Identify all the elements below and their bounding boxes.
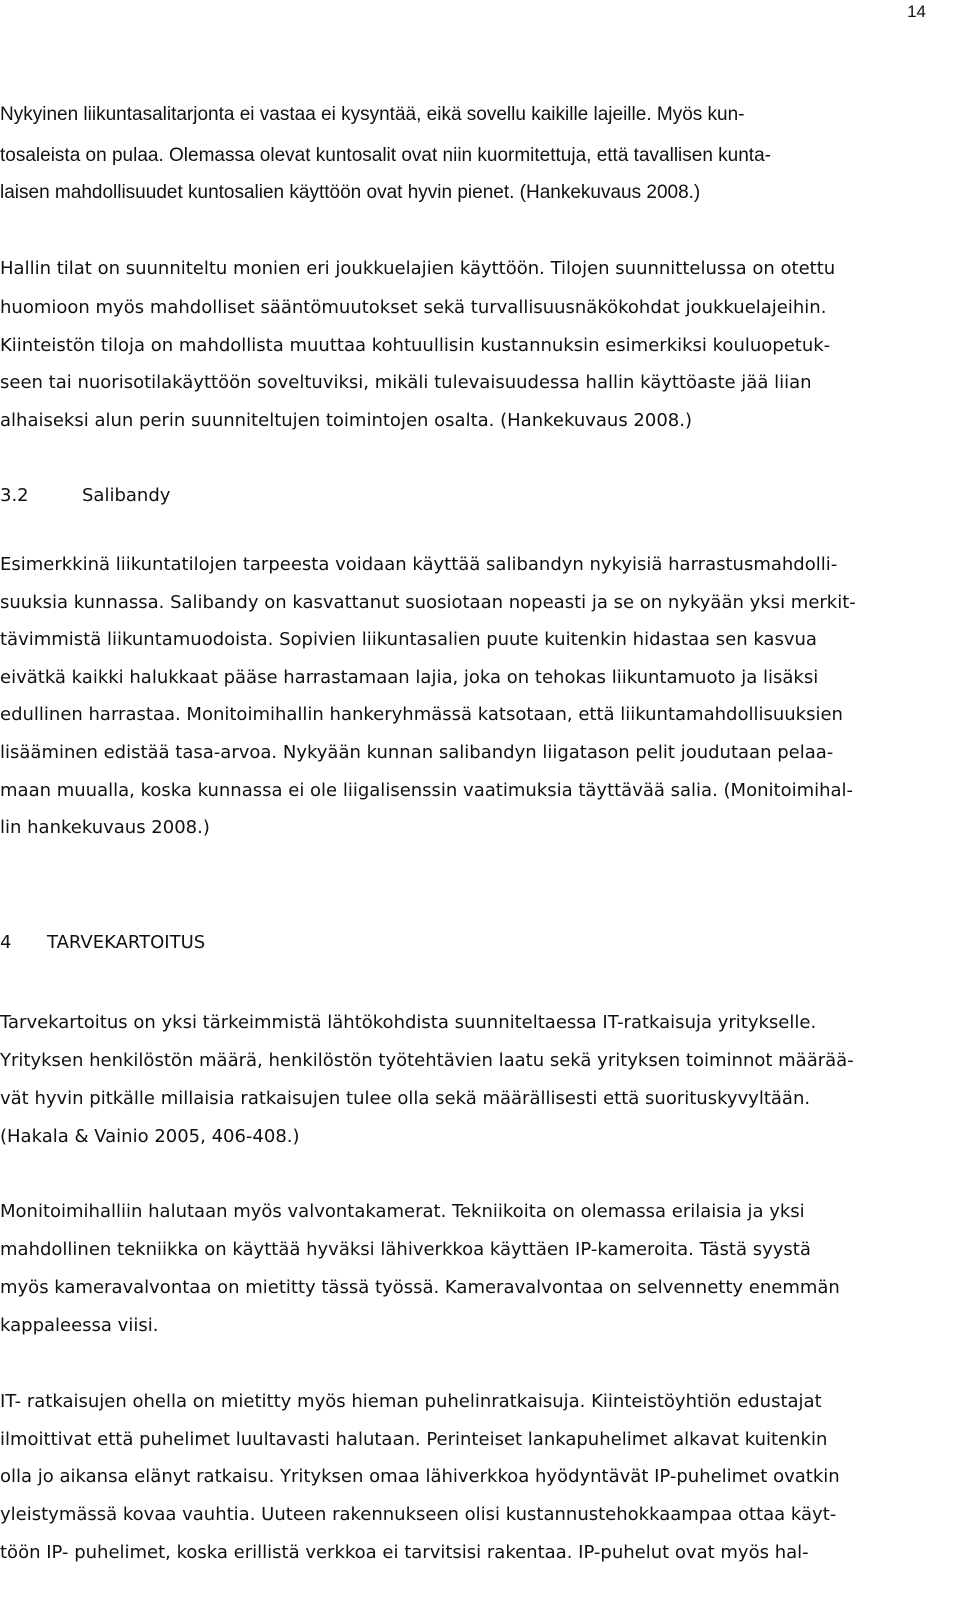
page-number: 14: [907, 2, 926, 21]
text-line: Esimerkkinä liikuntatilojen tarpeesta voidaan käyttää salibandyn nykyisiä harrastusmahdolli-: [0, 554, 838, 575]
text-line: töön IP- puhelimet, koska erillistä verkkoa ei tarvitsisi rakentaa. IP-puhelut ovat myös hal-: [0, 1542, 809, 1563]
text-line: Monitoimihalliin halutaan myös valvontakamerat. Tekniikoita on olemassa erilaisia ja yksi: [0, 1201, 805, 1222]
text-line: edullinen harrastaa. Monitoimihallin hankeryhmässä katsotaan, että liikuntamahdollisuuksien: [0, 704, 843, 725]
section-title: TARVEKARTOITUS: [47, 932, 206, 953]
section-heading-4: [0, 932, 205, 954]
text-line: Tarvekartoitus on yksi tärkeimmistä lähtökohdista suunniteltaessa IT-ratkaisuja yritykselle.: [0, 1012, 817, 1033]
section-heading-3-2: [0, 485, 170, 507]
text-line: maan muualla, koska kunnassa ei ole liigalisenssin vaatimuksia täyttävää salia. (Monitoimihal-: [0, 780, 854, 801]
text-line: huomioon myös mahdolliset sääntömuutokset sekä turvallisuusnäkökohdat joukkuelajeihin.: [0, 297, 827, 318]
text-line: IT- ratkaisujen ohella on mietitty myös hieman puhelinratkaisuja. Kiinteistöyhtiön edustajat: [0, 1391, 822, 1412]
text-line: tosaleista on pulaa. Olemassa olevat kuntosalit ovat niin kuormitettuja, että tavallisen kunta-: [0, 145, 771, 166]
text-line: (Hakala & Vainio 2005, 406-408.): [0, 1126, 300, 1147]
text-line: tävimmistä liikuntamuodoista. Sopivien liikuntasalien puute kuitenkin hidastaa sen kasvua: [0, 629, 817, 650]
text-line: myös kameravalvontaa on mietitty tässä työssä. Kameravalvontaa on selvennetty enemmän: [0, 1277, 840, 1298]
text-line: olla jo aikansa elänyt ratkaisu. Yrityksen omaa lähiverkkoa hyödyntävät IP-puhelimet ovatkin: [0, 1466, 840, 1487]
text-line: Kiinteistön tiloja on mahdollista muuttaa kohtuullisin kustannuksin esimerkiksi kouluopetuk-: [0, 335, 831, 356]
text-line: suuksia kunnassa. Salibandy on kasvattanut suosiotaan nopeasti ja se on nykyään yksi merkit-: [0, 592, 856, 613]
text-line: ilmoittivat että puhelimet luultavasti halutaan. Perinteiset lankapuhelimet alkavat kuitenkin: [0, 1429, 828, 1450]
section-number: 4: [0, 932, 12, 953]
text-line: Nykyinen liikuntasalitarjonta ei vastaa ei kysyntää, eikä sovellu kaikille lajeille. Myös kun-: [0, 104, 745, 125]
text-line: laisen mahdollisuudet kuntosalien käyttöön ovat hyvin pienet. (Hankekuvaus 2008.): [0, 182, 701, 203]
text-line: eivätkä kaikki halukkaat pääse harrastamaan lajia, joka on tehokas liikuntamuoto ja lisäksi: [0, 667, 819, 688]
text-line: yleistymässä kovaa vauhtia. Uuteen rakennukseen olisi kustannustehokkaampaa ottaa käyt-: [0, 1504, 837, 1525]
text-line: Yrityksen henkilöstön määrä, henkilöstön työtehtävien laatu sekä yrityksen toiminnot määrää-: [0, 1050, 854, 1071]
text-line: alhaiseksi alun perin suunniteltujen toimintojen osalta. (Hankekuvaus 2008.): [0, 410, 692, 431]
text-line: vät hyvin pitkälle millaisia ratkaisujen tulee olla sekä määrällisesti että suorituskyvyltään.: [0, 1088, 811, 1109]
text-line: kappaleessa viisi.: [0, 1315, 159, 1336]
text-line: Hallin tilat on suunniteltu monien eri joukkuelajien käyttöön. Tilojen suunnittelussa on otettu: [0, 258, 836, 279]
text-line: seen tai nuorisotilakäyttöön soveltuviksi, mikäli tulevaisuudessa hallin käyttöaste jää liian: [0, 372, 812, 393]
text-line: lin hankekuvaus 2008.): [0, 817, 210, 838]
section-title: Salibandy: [82, 485, 171, 506]
text-line: mahdollinen tekniikka on käyttää hyväksi lähiverkkoa käyttäen IP-kameroita. Tästä syystä: [0, 1239, 811, 1260]
section-number: 3.2: [0, 485, 29, 506]
text-line: lisääminen edistää tasa-arvoa. Nykyään kunnan salibandyn liigatason pelit joudutaan pelaa-: [0, 742, 834, 763]
